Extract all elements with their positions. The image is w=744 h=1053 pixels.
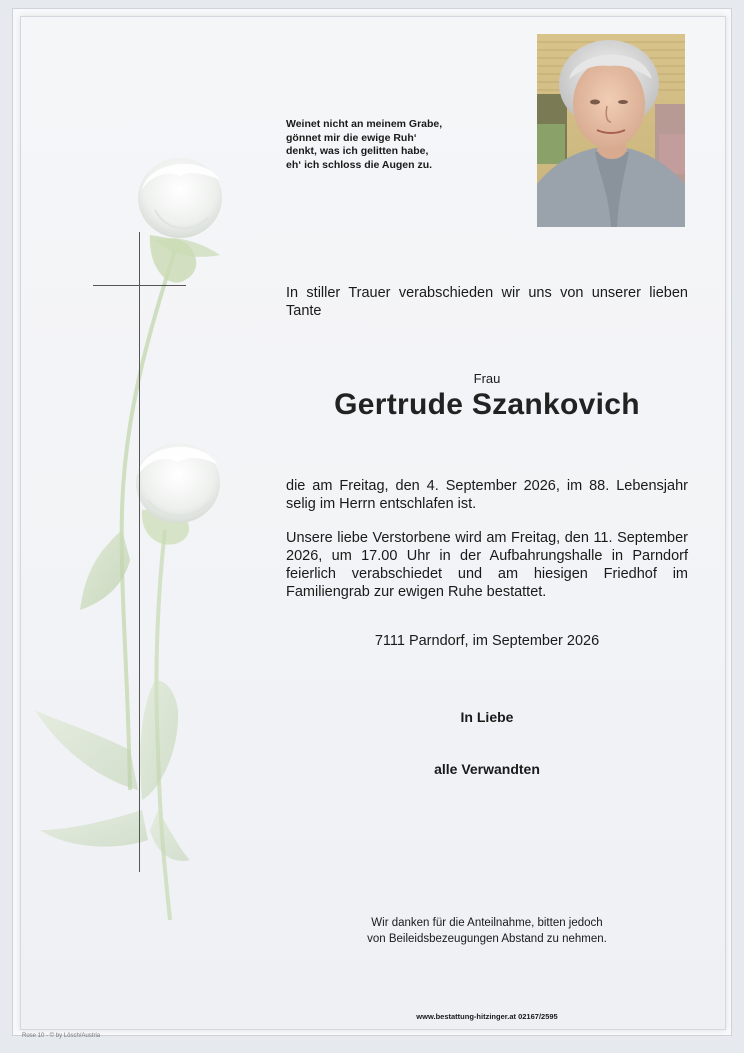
cross-horizontal-bar xyxy=(93,285,186,286)
thanks-line: Wir danken für die Anteilnahme, bitten jedoch xyxy=(371,917,603,929)
closing: In Liebe xyxy=(460,709,514,725)
thanks-text xyxy=(286,915,688,947)
deceased-name: Gertrude Szankovich xyxy=(334,388,640,421)
death-notice-paragraph: die am Freitag, den 4. September 2026, im 88. Lebensjahr selig im Herrn entschlafen ist. xyxy=(286,478,688,512)
poem-line: eh‘ ich schloss die Augen zu. xyxy=(286,158,433,171)
poem xyxy=(286,118,516,172)
footer-contact: www.bestattung-hitzinger.at 02167/2595 xyxy=(416,1012,558,1021)
thanks-line: von Beileidsbezeugungen Abstand zu nehmen. xyxy=(367,933,607,945)
intro-text: In stiller Trauer verabschieden wir uns von unserer lieben Tante xyxy=(286,285,688,319)
signatories: alle Verwandten xyxy=(434,761,540,777)
image-credit: Rose 10 - © by Lösch/Austria xyxy=(22,1033,101,1039)
poem-line: denkt, was ich gelitten habe, xyxy=(286,145,429,157)
cross-vertical-bar xyxy=(139,232,140,872)
portrait-photo xyxy=(537,34,685,227)
poem-line: Weinet nicht an meinem Grabe, xyxy=(286,118,443,130)
salutation: Frau xyxy=(473,371,501,386)
rose-illustration xyxy=(30,150,230,930)
funeral-details-paragraph: Unsere liebe Verstorbene wird am Freitag, den 11. September 2026, um 17.00 Uhr in der Aufbahrungshalle in Parndorf feierlich verabschiedet und am hiesigen Friedhof im Familiengrab zur ewigen Ruhe bestattet. xyxy=(286,530,688,600)
poem-line: gönnet mir die ewige Ruh‘ xyxy=(286,131,417,144)
place-date: 7111 Parndorf, im September 2026 xyxy=(374,633,600,649)
